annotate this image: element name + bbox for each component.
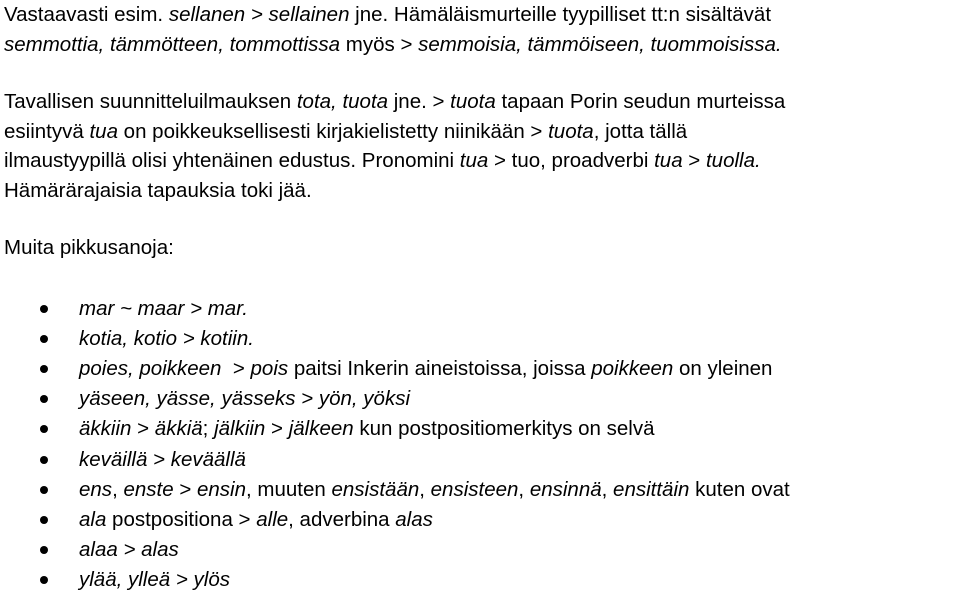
text-run: > bbox=[131, 417, 155, 441]
example-word: jälkiin bbox=[214, 417, 266, 441]
example-word: ensin bbox=[197, 477, 247, 501]
bullet-list bbox=[4, 294, 960, 596]
list-item bbox=[4, 294, 960, 324]
text-run: kuten ovat bbox=[689, 477, 790, 501]
bullet-icon bbox=[40, 546, 48, 554]
example-word: keväillä > keväällä bbox=[79, 447, 246, 471]
example-word: tua bbox=[654, 149, 683, 172]
text-run: ; bbox=[202, 417, 215, 441]
text-run: Hämärärajaisia tapauksia toki jää. bbox=[4, 178, 312, 202]
text-run: on poikkeuksellisesti kirjakielistetty niinikään > bbox=[117, 119, 549, 143]
text-run: , jotta tällä bbox=[593, 119, 688, 143]
text-run: myös > bbox=[340, 32, 419, 56]
bullet-icon bbox=[40, 395, 48, 403]
paragraph-spacer bbox=[4, 205, 960, 233]
text-run: tapaan Porin seudun murteissa bbox=[495, 90, 786, 113]
bullet-icon bbox=[40, 456, 48, 464]
example-word: ensinnä bbox=[529, 477, 602, 501]
example-word: alas bbox=[395, 507, 433, 531]
list-item bbox=[4, 354, 960, 384]
paragraph-tuota bbox=[4, 87, 960, 205]
text-run: , bbox=[601, 477, 614, 501]
example-word: alaa > alas bbox=[79, 538, 179, 562]
example-word: ens bbox=[79, 477, 113, 501]
heading-text: Muita pikkusanoja: bbox=[4, 236, 174, 259]
list-item bbox=[4, 384, 960, 414]
paragraph-spacer bbox=[4, 263, 960, 294]
text-run: > bbox=[221, 356, 251, 380]
example-word: ensisteen bbox=[430, 477, 519, 501]
paragraph-line bbox=[4, 87, 960, 117]
text-run: jne. > bbox=[388, 90, 451, 113]
text-run: Tavallisen suunnitteluilmauksen bbox=[4, 90, 297, 113]
text-run: , muuten bbox=[246, 477, 332, 501]
example-word: kotia, kotio > kotiin. bbox=[79, 326, 254, 350]
example-word: äkkiin bbox=[79, 417, 132, 441]
text-run: , bbox=[112, 477, 124, 501]
list-item bbox=[4, 565, 960, 595]
text-run: > bbox=[682, 149, 706, 172]
paragraph-comparisons bbox=[4, 0, 960, 59]
example-word: ensistään bbox=[331, 477, 420, 501]
list-item bbox=[4, 414, 960, 444]
text-run: esiintyvä bbox=[4, 119, 90, 143]
example-word: tua bbox=[89, 119, 118, 143]
example-word: tua bbox=[459, 149, 489, 172]
example-word: ala bbox=[79, 507, 107, 531]
bullet-icon bbox=[40, 516, 48, 524]
text-run: Vastaavasti esim. bbox=[4, 3, 169, 26]
example-word: enste bbox=[123, 477, 174, 501]
example-word: ylää, ylleä > ylös bbox=[79, 568, 230, 592]
example-word: jälkeen bbox=[288, 417, 354, 441]
list-item bbox=[4, 535, 960, 565]
paragraph-line bbox=[4, 146, 960, 176]
text-run: kun postpositiomerkitys on selvä bbox=[353, 417, 655, 441]
bullet-icon bbox=[40, 576, 48, 584]
document-body bbox=[4, 0, 960, 596]
example-word: semmoisia, tämmöiseen, tuommoisissa. bbox=[418, 32, 782, 56]
example-word: äkkiä bbox=[154, 417, 203, 441]
paragraph-line bbox=[4, 30, 960, 60]
paragraph-line bbox=[4, 117, 960, 147]
bullet-icon bbox=[40, 425, 48, 433]
example-word: mar ~ maar > mar. bbox=[79, 296, 248, 320]
example-word: ensittäin bbox=[613, 477, 690, 501]
list-item bbox=[4, 324, 960, 354]
text-run: paitsi Inkerin aineistoissa, joissa bbox=[288, 356, 592, 380]
list-item bbox=[4, 445, 960, 475]
text-run: , adverbina bbox=[288, 507, 396, 531]
example-word: pois bbox=[250, 356, 289, 380]
paragraph-line bbox=[4, 0, 960, 30]
bullet-icon bbox=[40, 305, 48, 313]
bullet-icon bbox=[40, 486, 48, 494]
bullet-icon bbox=[40, 335, 48, 343]
example-word: poikkeen bbox=[591, 356, 674, 380]
paragraph-spacer bbox=[4, 59, 960, 87]
text-run: postpositiona > bbox=[106, 507, 257, 531]
example-word: tuota bbox=[548, 119, 594, 143]
example-word: tuolla. bbox=[705, 149, 761, 172]
list-item bbox=[4, 505, 960, 535]
example-word: sellanen > sellainen bbox=[168, 3, 350, 26]
example-word: alle bbox=[256, 507, 289, 531]
section-heading bbox=[4, 233, 960, 263]
text-run: > bbox=[265, 417, 289, 441]
text-run: , bbox=[518, 477, 530, 501]
example-word: yäseen, yässe, yässeks > yön, yöksi bbox=[79, 387, 411, 411]
text-run: , bbox=[419, 477, 431, 501]
bullet-icon bbox=[40, 365, 48, 373]
list-item bbox=[4, 475, 960, 505]
text-run: ilmaustyypillä olisi yhtenäinen edustus. Pronomini bbox=[4, 149, 460, 172]
text-run: > bbox=[173, 477, 197, 501]
paragraph-line bbox=[4, 176, 960, 206]
example-word: tota, tuota bbox=[296, 90, 389, 113]
example-word: poies, poikkeen bbox=[79, 356, 222, 380]
text-run: jne. Hämäläismurteille tyypilliset tt:n sisältävät bbox=[349, 3, 772, 26]
text-run: on yleinen bbox=[673, 356, 773, 380]
text-run: > tuo, proadverbi bbox=[488, 149, 655, 172]
example-word: semmottia, tämmötteen, tommottissa bbox=[4, 32, 341, 56]
example-word: tuota bbox=[450, 90, 496, 113]
